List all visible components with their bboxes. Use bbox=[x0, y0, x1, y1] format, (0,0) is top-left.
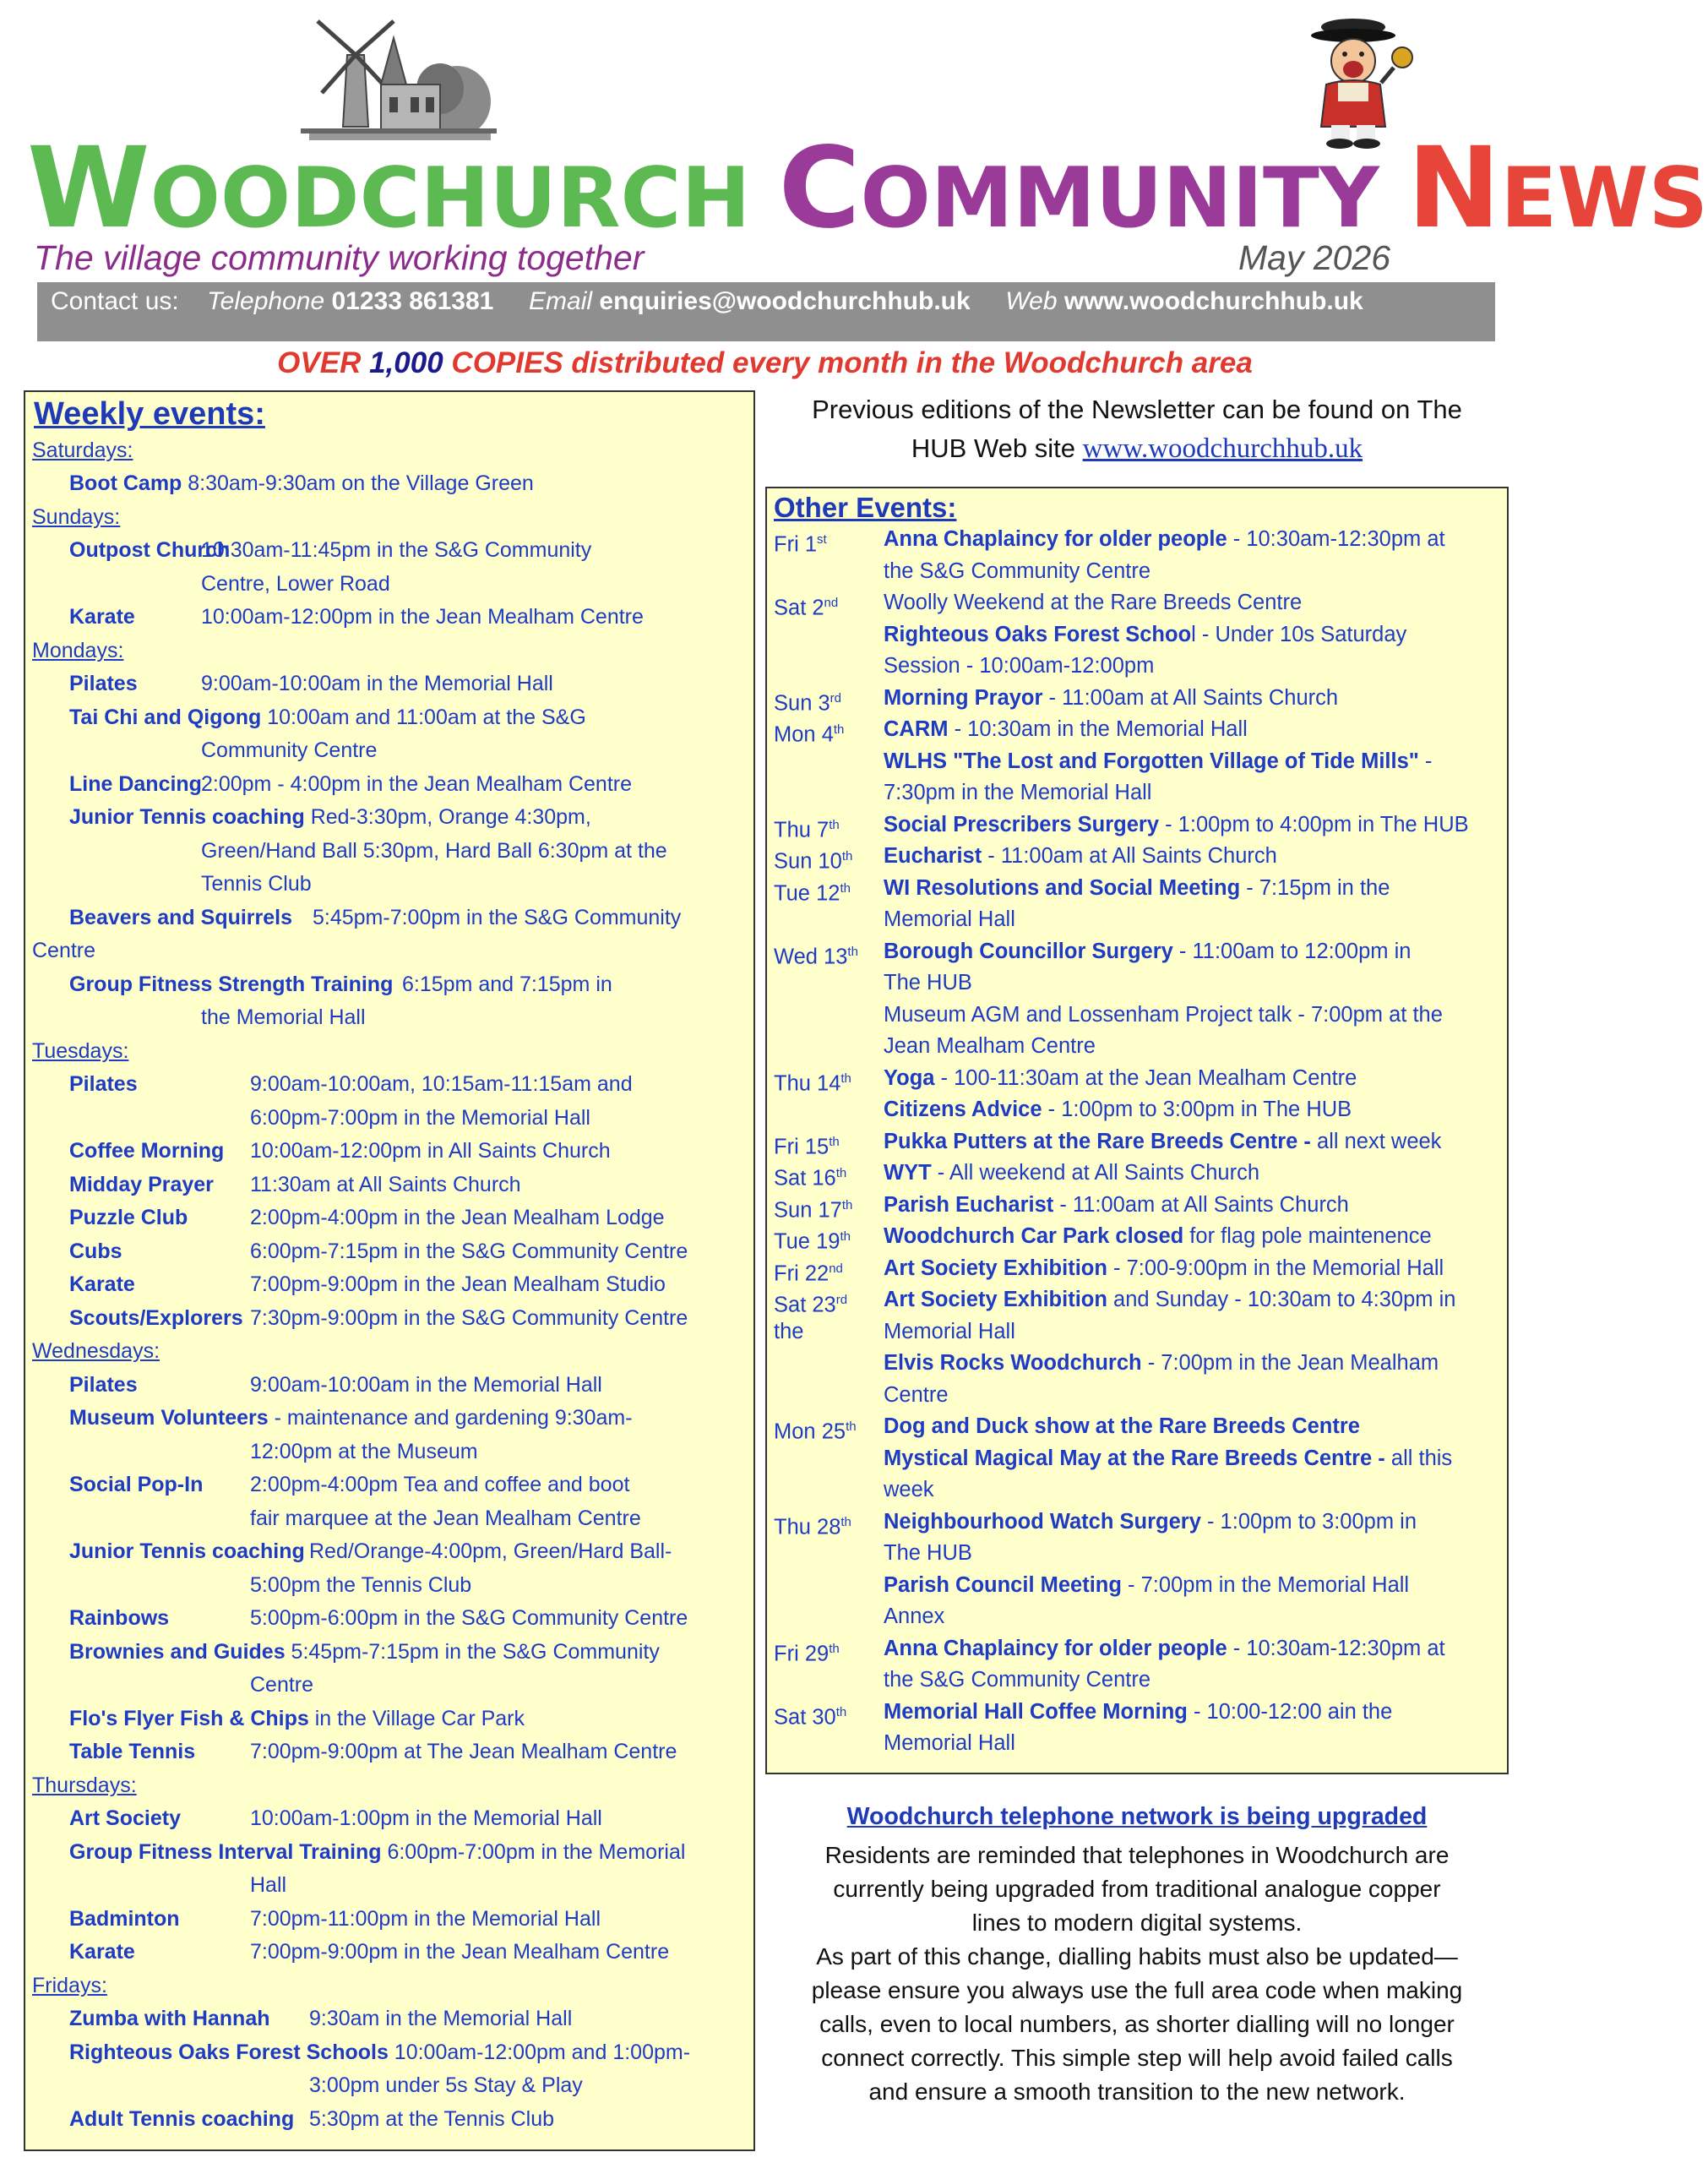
newspaper-title bbox=[27, 123, 1708, 253]
issue-date: May 2026 bbox=[1238, 238, 1391, 277]
event-item: WLHS "The Lost and Forgotten Village of Tide Mills" - bbox=[884, 749, 1433, 773]
event-date: Sat 2nd bbox=[774, 596, 839, 620]
event-item: Anna Chaplaincy for older people - 10:30am-12:30pm at bbox=[884, 527, 1445, 551]
list-item: Badminton bbox=[69, 1907, 180, 1931]
list-item-detail: 6:15pm and 7:15pm in bbox=[402, 973, 612, 996]
event-item: Woolly Weekend at the Rare Breeds Centre bbox=[884, 591, 1303, 614]
list-item-detail: 12:00pm at the Museum bbox=[250, 1440, 478, 1463]
other-events-box bbox=[765, 487, 1509, 1774]
list-item-detail: 7:00pm-11:00pm in the Memorial Hall bbox=[250, 1907, 601, 1931]
event-item: Dog and Duck show at the Rare Breeds Centre bbox=[884, 1414, 1360, 1438]
event-date: Sat 16th bbox=[774, 1166, 847, 1190]
list-item: Line Dancing bbox=[69, 772, 202, 796]
contact-label: Contact us: bbox=[51, 287, 179, 315]
event-date: Thu 7th bbox=[774, 818, 840, 842]
list-item-detail: 5:00pm-6:00pm in the S&G Community Centre bbox=[250, 1606, 688, 1630]
list-item: Beavers and Squirrels bbox=[69, 906, 293, 929]
event-date: Tue 19th bbox=[774, 1229, 851, 1254]
list-item-detail: 6:00pm-7:00pm in the Memorial Hall bbox=[250, 1106, 590, 1130]
hub-web-link[interactable]: www.woodchurchhub.uk bbox=[1082, 433, 1363, 464]
event-item-detail: Session - 10:00am-12:00pm bbox=[884, 654, 1155, 678]
event-item-detail: Memorial Hall bbox=[884, 1731, 1015, 1755]
list-item: Junior Tennis coaching bbox=[69, 1539, 305, 1563]
event-item: Citizens Advice - 1:00pm to 3:00pm in The HUB bbox=[884, 1098, 1352, 1121]
list-item: Junior Tennis coaching Red-3:30pm, Orange 4:30pm, bbox=[69, 805, 591, 829]
list-item: Outpost Church bbox=[69, 538, 231, 562]
list-item: Karate bbox=[69, 1272, 135, 1296]
title-w-initial: W bbox=[27, 123, 150, 253]
event-item: Mystical Magical May at the Rare Breeds Centre - all this bbox=[884, 1447, 1453, 1470]
title-news: EWS bbox=[1500, 150, 1708, 247]
day-wednesdays: Wednesdays: bbox=[32, 1339, 160, 1363]
list-item-detail: 2:00pm-4:00pm Tea and coffee and boot bbox=[250, 1473, 630, 1496]
title-woodchurch: OODCHURCH bbox=[150, 150, 751, 247]
event-item: Righteous Oaks Forest School - Under 10s Saturday bbox=[884, 623, 1407, 646]
list-item-detail: 2:00pm - 4:00pm in the Jean Mealham Centre bbox=[201, 772, 632, 796]
list-item: Brownies and Guides 5:45pm-7:15pm in the S&G Community bbox=[69, 1640, 660, 1664]
title-c-initial: C bbox=[778, 123, 861, 253]
list-item-detail: 9:00am-10:00am, 10:15am-11:15am and bbox=[250, 1072, 633, 1096]
list-item-detail: 5:00pm the Tennis Club bbox=[250, 1573, 472, 1597]
list-item: Tai Chi and Qigong 10:00am and 11:00am at the S&G bbox=[69, 706, 586, 729]
list-item: Pilates bbox=[69, 672, 138, 695]
event-item: Memorial Hall Coffee Morning - 10:00-12:00 ain the bbox=[884, 1700, 1393, 1724]
contact-bar bbox=[37, 282, 1495, 341]
list-item-detail: Hall bbox=[250, 1873, 287, 1897]
weekly-events-heading: Weekly events: bbox=[34, 396, 265, 432]
event-date: Fri 29th bbox=[774, 1642, 840, 1666]
list-item-detail: Centre bbox=[250, 1673, 314, 1697]
list-item-detail: Green/Hand Ball 5:30pm, Hard Ball 6:30pm at the bbox=[201, 839, 667, 863]
event-date: Thu 28th bbox=[774, 1515, 851, 1539]
telephone-number[interactable]: 01233 861381 bbox=[331, 287, 494, 315]
list-item-detail: 10:00am-12:00pm in All Saints Church bbox=[250, 1139, 611, 1163]
event-item-detail: the S&G Community Centre bbox=[884, 559, 1151, 583]
list-item-detail: the Memorial Hall bbox=[201, 1005, 366, 1029]
previous-editions-note: Previous editions of the Newsletter can be found on The HUB Web site www.woodchurchhub.uk bbox=[812, 395, 1462, 464]
day-tuesdays: Tuesdays: bbox=[32, 1039, 129, 1063]
event-date: Sun 3rd bbox=[774, 691, 841, 716]
banner-over: OVER bbox=[277, 346, 362, 379]
event-item-detail: Memorial Hall bbox=[884, 907, 1015, 931]
list-item-detail: 2:00pm-4:00pm in the Jean Mealham Lodge bbox=[250, 1206, 665, 1229]
event-item-detail: The HUB bbox=[884, 971, 972, 994]
list-item-detail: 7:00pm-9:00pm in the Jean Mealham Centre bbox=[250, 1940, 670, 1964]
email-link[interactable]: enquiries@woodchurchhub.uk bbox=[599, 287, 971, 315]
event-date: Mon 25th bbox=[774, 1419, 857, 1444]
list-item-detail: 5:30pm at the Tennis Club bbox=[309, 2107, 555, 2131]
list-item-detail: 7:00pm-9:00pm at The Jean Mealham Centre bbox=[250, 1740, 677, 1763]
list-item: Cubs bbox=[69, 1240, 122, 1263]
event-date: Sat 30th bbox=[774, 1705, 847, 1730]
event-item: Morning Prayor - 11:00am at All Saints Church bbox=[884, 686, 1339, 710]
tagline: The village community working together bbox=[34, 238, 645, 277]
list-item: Group Fitness Interval Training 6:00pm-7:00pm in the Memorial bbox=[69, 1840, 686, 1864]
event-date: Sun 10th bbox=[774, 849, 853, 874]
event-item: Yoga - 100-11:30am at the Jean Mealham Centre bbox=[884, 1066, 1357, 1090]
list-item-detail: Community Centre bbox=[201, 738, 378, 762]
event-item-detail: week bbox=[884, 1478, 934, 1501]
list-item-detail: 5:45pm-7:00pm in the S&G Community bbox=[313, 906, 682, 929]
event-date: Mon 4th bbox=[774, 722, 845, 747]
event-date: Fri 15th bbox=[774, 1135, 840, 1159]
list-item-detail: 7:00pm-9:00pm in the Jean Mealham Studio bbox=[250, 1272, 666, 1296]
web-label: Web bbox=[1005, 287, 1058, 315]
event-item: Pukka Putters at the Rare Breeds Centre - all next week bbox=[884, 1130, 1442, 1153]
list-item-detail: 6:00pm-7:15pm in the S&G Community Centre bbox=[250, 1240, 688, 1263]
event-item: CARM - 10:30am in the Memorial Hall bbox=[884, 717, 1248, 741]
list-item: Flo's Flyer Fish & Chips in the Village Car Park bbox=[69, 1707, 525, 1730]
event-date: Tue 12th bbox=[774, 881, 851, 906]
list-item: Puzzle Club bbox=[69, 1206, 188, 1229]
list-item: Coffee Morning bbox=[69, 1139, 225, 1163]
event-item: Social Prescribers Surgery - 1:00pm to 4:00pm in The HUB bbox=[884, 813, 1469, 836]
list-item: Scouts/Explorers bbox=[69, 1306, 243, 1330]
list-item-detail: 10:30am-11:45pm in the S&G Community bbox=[201, 538, 592, 562]
list-item: Midday Prayer bbox=[69, 1173, 214, 1196]
event-date: Fri 22nd bbox=[774, 1261, 843, 1286]
list-item: Pilates bbox=[69, 1072, 138, 1096]
list-item: Righteous Oaks Forest Schools 10:00am-12:00pm and 1:00pm- bbox=[69, 2040, 691, 2064]
event-item-detail: Jean Mealham Centre bbox=[884, 1034, 1096, 1058]
event-item-detail: Annex bbox=[884, 1605, 945, 1628]
list-item: Social Pop-In bbox=[69, 1473, 204, 1496]
list-item-detail: Tennis Club bbox=[201, 872, 312, 896]
list-item-detail: 9:00am-10:00am in the Memorial Hall bbox=[201, 672, 553, 695]
event-item-detail: Memorial Hall bbox=[884, 1320, 1015, 1343]
list-item: Boot Camp 8:30am-9:30am on the Village Green bbox=[69, 471, 534, 495]
list-item-detail: Centre, Lower Road bbox=[201, 572, 390, 596]
event-item: Woodchurch Car Park closed for flag pole maintenence bbox=[884, 1224, 1432, 1248]
event-item: WYT - All weekend at All Saints Church bbox=[884, 1161, 1260, 1185]
event-item: Art Society Exhibition - 7:00-9:00pm in the Memorial Hall bbox=[884, 1256, 1444, 1280]
event-date: Sun 17th bbox=[774, 1198, 853, 1223]
event-item: Museum AGM and Lossenham Project talk - 7:00pm at the bbox=[884, 1003, 1443, 1027]
day-mondays: Mondays: bbox=[32, 639, 124, 662]
title-n-initial: N bbox=[1406, 123, 1501, 253]
list-item: Adult Tennis coaching bbox=[69, 2107, 295, 2131]
event-date: Thu 14th bbox=[774, 1071, 851, 1096]
list-item-detail: 3:00pm under 5s Stay & Play bbox=[309, 2073, 583, 2097]
event-date: Wed 13th bbox=[774, 945, 858, 969]
list-item-detail: 10:00am-12:00pm in the Jean Mealham Centre bbox=[201, 605, 644, 629]
copies-banner bbox=[0, 346, 1530, 380]
list-item-detail: Centre bbox=[32, 939, 96, 962]
day-thursdays: Thursdays: bbox=[32, 1773, 137, 1797]
list-item-detail: fair marquee at the Jean Mealham Centre bbox=[250, 1506, 641, 1530]
list-item: Museum Volunteers - maintenance and gardening 9:30am- bbox=[69, 1406, 633, 1430]
list-item-detail: 7:30pm-9:00pm in the S&G Community Centre bbox=[250, 1306, 688, 1330]
weekly-events-box bbox=[24, 390, 755, 2151]
event-item: Parish Eucharist - 11:00am at All Saints Church bbox=[884, 1193, 1349, 1217]
other-events-heading: Other Events: bbox=[774, 492, 957, 523]
day-saturdays: Saturdays: bbox=[32, 439, 133, 462]
list-item: Karate bbox=[69, 605, 135, 629]
list-item: Rainbows bbox=[69, 1606, 170, 1630]
notice-title: Woodchurch telephone network is being upgraded bbox=[846, 1803, 1428, 1830]
list-item: Art Society bbox=[69, 1806, 181, 1830]
event-item: Art Society Exhibition and Sunday - 10:30am to 4:30pm in bbox=[884, 1288, 1456, 1311]
list-item-detail: Red/Orange-4:00pm, Green/Hard Ball- bbox=[309, 1539, 672, 1563]
event-item: WI Resolutions and Social Meeting - 7:15pm in the bbox=[884, 876, 1390, 900]
banner-number: 1,000 bbox=[369, 346, 443, 379]
telephone-label: Telephone bbox=[207, 287, 325, 315]
event-date: Sat 23rd bbox=[774, 1293, 848, 1317]
event-item: Elvis Rocks Woodchurch - 7:00pm in the Jean Mealham bbox=[884, 1351, 1439, 1375]
event-item-detail: 7:30pm in the Memorial Hall bbox=[884, 781, 1152, 804]
list-item: Zumba with Hannah bbox=[69, 2007, 270, 2030]
list-item: Table Tennis bbox=[69, 1740, 196, 1763]
title-community: OMMUNITY bbox=[860, 150, 1379, 247]
list-item: Pilates bbox=[69, 1373, 138, 1397]
list-item-detail: 11:30am at All Saints Church bbox=[250, 1173, 521, 1196]
day-fridays: Fridays: bbox=[32, 1974, 107, 1997]
event-date: the bbox=[774, 1320, 804, 1343]
event-item-detail: Centre bbox=[884, 1383, 949, 1407]
day-sundays: Sundays: bbox=[32, 505, 121, 529]
notice-body: Residents are reminded that telephones in Woodchurch are currently being upgraded from traditional analogue copper lines to modern digital systems. As part of this change, dialling habits must also be updated— please ensure you always use the full area code when making calls, even to local numbers, as shorter dialling will no longer connect correctly. This simple step will help avoid failed calls and ensure a smooth transition to the new network. bbox=[811, 1842, 1463, 2105]
list-item-detail: 9:30am in the Memorial Hall bbox=[309, 2007, 573, 2030]
event-item: Eucharist - 11:00am at All Saints Church bbox=[884, 844, 1277, 868]
event-item: Parish Council Meeting - 7:00pm in the Memorial Hall bbox=[884, 1573, 1410, 1597]
email-label: Email bbox=[529, 287, 593, 315]
event-item-detail: The HUB bbox=[884, 1541, 972, 1565]
event-item: Neighbourhood Watch Surgery - 1:00pm to 3:00pm in bbox=[884, 1510, 1417, 1534]
event-item: Anna Chaplaincy for older people - 10:30am-12:30pm at bbox=[884, 1637, 1445, 1660]
list-item-detail: 10:00am-1:00pm in the Memorial Hall bbox=[250, 1806, 602, 1830]
web-link[interactable]: www.woodchurchhub.uk bbox=[1063, 287, 1363, 315]
event-item-detail: the S&G Community Centre bbox=[884, 1668, 1151, 1692]
list-item: Group Fitness Strength Training bbox=[69, 973, 394, 996]
event-item: Borough Councillor Surgery - 11:00am to 12:00pm in bbox=[884, 940, 1412, 963]
list-item-detail: 9:00am-10:00am in the Memorial Hall bbox=[250, 1373, 602, 1397]
event-date: Fri 1st bbox=[774, 532, 827, 557]
list-item: Karate bbox=[69, 1940, 135, 1964]
banner-text: COPIES distributed every month in the Woodchurch area bbox=[451, 346, 1253, 379]
